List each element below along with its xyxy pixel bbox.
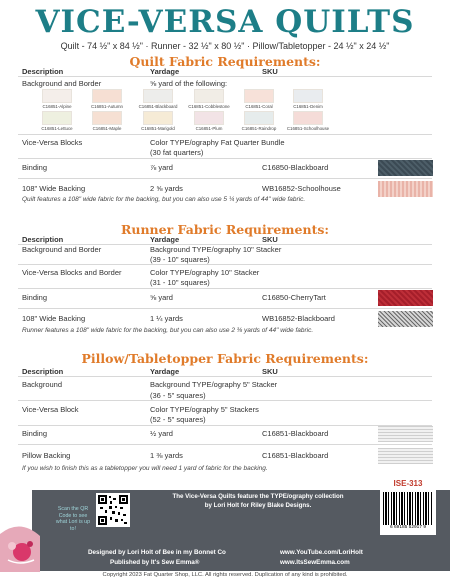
fabric-swatch-blackboard-wide: [378, 311, 433, 327]
divider: [18, 134, 432, 135]
pillow-binding-yardage: ½ yard: [150, 429, 173, 438]
pattern-code: ISE-313: [380, 479, 436, 490]
published-by: Published by It's Sew Emma®: [110, 559, 200, 566]
runner-note: Runner features a 108" wide fabric for the backing, but you can also use 2 ⅜ yards of 44" wide fabric.: [22, 327, 314, 334]
pillow-background-yardage-detail: (36 - 5" squares): [150, 391, 206, 400]
swatch-label: C16851-Cobblestone: [188, 104, 230, 109]
swatch-denim: [293, 89, 323, 103]
pillow-section-title: Pillow/Tabletopper Fabric Requirements:: [81, 351, 369, 366]
runner-col-yardage: Yardage: [150, 235, 180, 244]
quilt-backing-description: 108" Wide Backing: [22, 184, 86, 193]
pillow-col-sku: SKU: [262, 367, 278, 376]
divider: [18, 444, 432, 445]
feature-line-2: by Lori Holt for Riley Blake Designs.: [204, 502, 312, 509]
divider: [18, 158, 432, 159]
pillow-block-yardage: Color TYPE/ography 5" Stackers: [150, 405, 259, 414]
divider: [18, 308, 432, 309]
pillow-background-description: Background: [22, 380, 63, 389]
runner-background-yardage-detail: (39 - 10" squares): [150, 255, 210, 264]
runner-binding-yardage: ⅝ yard: [150, 293, 173, 302]
runner-col-description: Description: [22, 235, 64, 244]
swatch-label: C16851-Lettuce: [41, 126, 73, 131]
quilt-col-description: Description: [22, 67, 64, 76]
runner-blocks-description: Vice-Versa Blocks and Border: [22, 268, 122, 277]
divider: [18, 376, 432, 377]
swatch-blackboard: [143, 89, 173, 103]
fabric-swatch-cherrytart: [378, 290, 433, 306]
swatch-label: C16851-Raindrop: [241, 126, 277, 131]
runner-col-sku: SKU: [262, 235, 278, 244]
runner-binding-description: Binding: [22, 293, 48, 302]
pillow-block-description: Vice-Versa Block: [22, 405, 79, 414]
quilt-blocks-yardage-detail: (30 fat quarters): [150, 148, 204, 157]
quilt-col-yardage: Yardage: [150, 67, 180, 76]
qr-code-icon: [98, 495, 128, 525]
barcode: [380, 490, 436, 535]
swatch-lettuce: [42, 111, 72, 125]
runner-backing-description: 108" Wide Backing: [22, 314, 86, 323]
swatch-raindrop: [244, 111, 274, 125]
runner-background-description: Background and Border: [22, 245, 102, 254]
quilt-binding-sku: C16850-Blackboard: [262, 163, 329, 172]
swatch-marigold: [143, 111, 173, 125]
divider: [18, 400, 432, 401]
quilt-binding-yardage: ⅞ yard: [150, 163, 173, 172]
logo-icon: [0, 522, 40, 572]
quilt-backing-sku: WB16852-Schoolhouse: [262, 184, 341, 193]
pillow-backing-sku: C16851-Blackboard: [262, 451, 329, 460]
pillow-binding-sku: C16851-Blackboard: [262, 429, 329, 438]
quilt-binding-description: Binding: [22, 163, 48, 172]
qr-caption: Scan the QR Code to see what Lori is up to!: [55, 506, 91, 532]
fabric-swatch-blackboard: [378, 160, 433, 176]
pillow-background-yardage: Background TYPE/ography 5" Stacker: [150, 380, 278, 389]
barcode-digits: 6 69185 52917 9: [389, 525, 426, 530]
quilt-section-title: Quilt Fabric Requirements:: [129, 54, 321, 69]
runner-backing-yardage: 1 ¼ yards: [150, 314, 183, 323]
pillow-binding-description: Binding: [22, 429, 48, 438]
qr-code[interactable]: [96, 493, 130, 527]
swatch-label: C16851-Maple: [92, 126, 122, 131]
barcode-icon: [383, 492, 433, 525]
youtube-link[interactable]: www.YouTube.com/LoriHolt: [280, 549, 363, 556]
swatch-label: C16851-Alpine: [42, 104, 72, 109]
pillow-col-description: Description: [22, 367, 64, 376]
swatch-label: C16851-Blackboard: [138, 104, 178, 109]
quilt-col-sku: SKU: [262, 67, 278, 76]
swatch-label: C16851-Autumn: [91, 104, 123, 109]
page-title: VICE-VERSA QUILTS: [35, 4, 415, 40]
pillow-backing-description: Pillow Backing: [22, 451, 71, 460]
swatch-schoolhouse: [293, 111, 323, 125]
swatch-label: C16851-Schoolhouse: [286, 126, 330, 131]
divider: [18, 264, 432, 265]
divider: [18, 178, 432, 179]
quilt-note: Quilt features a 108" wide fabric for the backing, but you can also use 5 ¼ yards of 44" wide fabric.: [22, 196, 306, 203]
pillow-backing-yardage: 1 ⅜ yards: [150, 451, 183, 460]
quilt-blocks-yardage: Color TYPE/ography Fat Quarter Bundle: [150, 138, 285, 147]
swatch-label: C16851-Denim: [293, 104, 323, 109]
pillow-col-yardage: Yardage: [150, 367, 180, 376]
swatch-cobblestone: [194, 89, 224, 103]
pillow-note: If you wish to finish this as a tabletopper you will need 1 yard of fabric for the backing.: [22, 465, 268, 472]
swatch-plum: [194, 111, 224, 125]
swatch-label: C16851-Marigold: [141, 126, 175, 131]
divider: [18, 76, 432, 77]
swatch-coral: [244, 89, 274, 103]
pillow-block-yardage-detail: (52 - 5" squares): [150, 415, 206, 424]
page-subtitle: Quilt - 74 ½" x 84 ½" · Runner - 32 ½" x 80 ½" · Pillow/Tabletopper - 24 ½" x 24 ½": [60, 41, 390, 51]
feature-line-1: The Vice-Versa Quilts feature the TYPE/ography collection: [172, 493, 344, 500]
quilt-backing-yardage: 2 ⅝ yards: [150, 184, 183, 193]
swatch-alpine: [42, 89, 72, 103]
copyright-notice: Copyright 2023 Fat Quarter Shop, LLC. All rights reserved. Duplication of any kind is prohibited.: [102, 572, 348, 578]
runner-blocks-yardage-detail: (31 - 10" squares): [150, 278, 210, 287]
runner-binding-sku: C16850-CherryTart: [262, 293, 326, 302]
designed-by: Designed by Lori Holt of Bee in my Bonnet Co: [88, 549, 226, 556]
swatch-label: C16851-Plum: [195, 126, 223, 131]
divider: [18, 288, 432, 289]
fabric-swatch-blackboard-backing: [378, 448, 433, 464]
runner-section-title: Runner Fabric Requirements:: [120, 222, 330, 237]
runner-background-yardage: Background TYPE/ography 10" Stacker: [150, 245, 282, 254]
quilt-background-description: Background and Border: [22, 79, 102, 88]
quilt-background-yardage: ⅝ yard of the following:: [150, 79, 228, 88]
runner-backing-sku: WB16852-Blackboard: [262, 314, 335, 323]
swatch-label: C16851-Coral: [245, 104, 273, 109]
fabric-swatch-schoolhouse: [378, 181, 433, 197]
runner-blocks-yardage: Color TYPE/ography 10" Stacker: [150, 268, 260, 277]
swatch-autumn: [92, 89, 122, 103]
quilt-blocks-description: Vice-Versa Blocks: [22, 138, 83, 147]
its-sew-emma-logo: [0, 522, 40, 572]
fabric-swatch-blackboard-small: [378, 426, 433, 442]
website-link[interactable]: www.ItsSewEmma.com: [280, 559, 350, 566]
swatch-maple: [92, 111, 122, 125]
divider: [18, 425, 432, 426]
